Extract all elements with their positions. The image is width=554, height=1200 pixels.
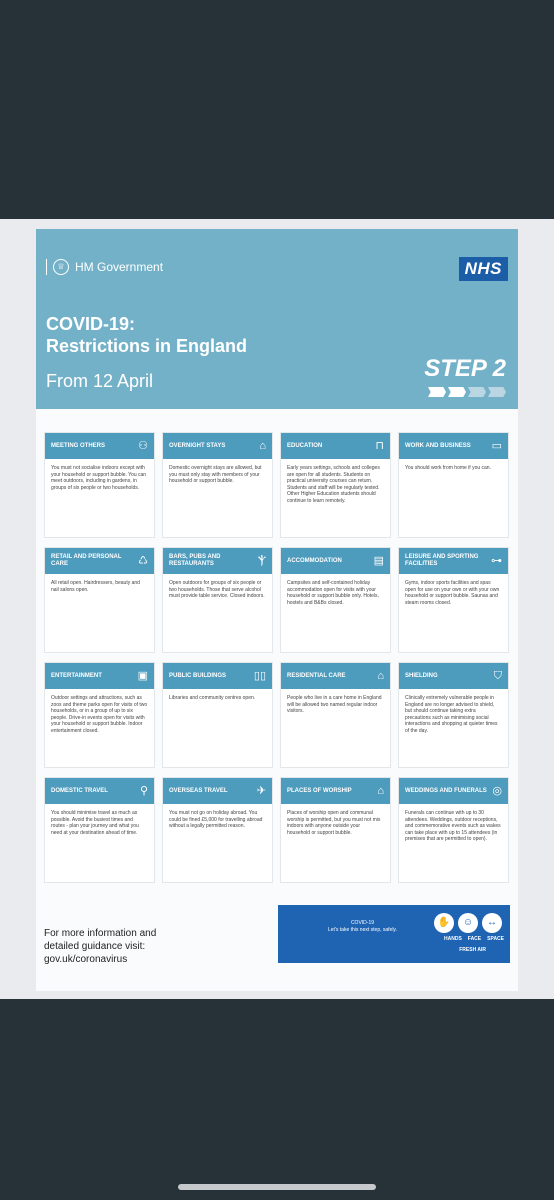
card-body: Funerals can continue with up to 30 attendees. Weddings, outdoor receptions, and commemorative events such as wakes can take place with up to 15 attendees (in premises that are permitted to open).	[405, 810, 501, 842]
hands-icon: ✋	[434, 913, 454, 933]
restriction-card	[280, 547, 391, 653]
card-header	[45, 663, 154, 689]
school-desk-icon: ⊓	[375, 439, 384, 452]
card-body: You should minimise travel as much as possible. Avoid the busiest times and routes - plan your journey and what you need at your destination ahead of time.	[51, 810, 139, 836]
card-title: WORK AND BUSINESS	[405, 442, 471, 449]
card-title: DOMESTIC TRAVEL	[51, 787, 108, 794]
face-mask-icon: ☺	[458, 913, 478, 933]
card-header	[45, 548, 154, 574]
film-icon: ▣	[137, 669, 148, 682]
restriction-card	[398, 432, 509, 538]
card-body: Libraries and community centres open.	[169, 695, 256, 701]
card-body: Places of worship open and communal worship is permitted, but you must not mix indoors with anyone outside your household or support bubble.	[287, 810, 381, 836]
card-header	[163, 548, 272, 574]
restriction-card	[162, 547, 273, 653]
card-body: You must not socialise indoors except with your household or support bubble. You can meet outdoors, including in gardens, in groups of six people or two households.	[51, 465, 147, 491]
nhs-logo: NHS	[459, 257, 508, 281]
restriction-card	[44, 432, 155, 538]
restriction-card	[44, 777, 155, 883]
poster-header	[36, 229, 518, 409]
restriction-card	[44, 662, 155, 768]
card-body: You should work from home if you can.	[405, 465, 491, 471]
card-header	[45, 778, 154, 804]
card-title: ACCOMMODATION	[287, 557, 342, 564]
card-title: RETAIL AND PERSONAL CARE	[51, 554, 122, 567]
care-home-icon: ⌂	[377, 669, 384, 682]
card-header	[399, 663, 508, 689]
card-header	[163, 778, 272, 804]
plane-icon: ✈	[256, 784, 266, 797]
card-body: Open outdoors for groups of six people or two households. Those that serve alcohol must provide table service. Closed indoors.	[169, 580, 265, 599]
ring-icon: ◎	[492, 784, 502, 797]
poster-subtitle: From 12 April	[46, 371, 154, 391]
card-title: SHIELDING	[405, 672, 438, 679]
restriction-card	[162, 432, 273, 538]
card-body: All retail open. Hairdressers, beauty and nail salons open.	[51, 580, 140, 593]
card-body: Clinically extremely vulnerable people in England are no longer advised to shield, but should continue taking extra precautions such as minimising social interactions and shopping at quieter times of the day.	[405, 695, 498, 734]
hm-government-logo: ♕ HM Government	[46, 259, 163, 275]
card-title: RESIDENTIAL CARE	[287, 672, 346, 679]
card-body: Campsites and self-contained holiday accommodation open for visits with your household or support bubble only. Hotels, hostels and B&Bs closed.	[287, 580, 379, 606]
restriction-card	[44, 547, 155, 653]
restriction-card	[280, 777, 391, 883]
card-title: PUBLIC BUILDINGS	[169, 672, 226, 679]
place-of-worship-icon: ⌂	[377, 784, 384, 797]
card-title: LEISURE AND SPORTING FACILITIES	[405, 554, 479, 567]
card-header	[399, 433, 508, 459]
poster-title: COVID-19: Restrictions in England	[46, 314, 248, 356]
space-icon: ↔	[482, 913, 502, 933]
book-icon: ▯▯	[253, 669, 266, 682]
card-body: Outdoor settings and attractions, such as zoos and theme parks open for visits of two households, or in a group of up to six people. Drive-in events open for visits with your household or support bubble. Indoor entertainment closed.	[51, 695, 148, 734]
card-title: OVERNIGHT STAYS	[169, 442, 226, 449]
restrictions-poster	[36, 229, 518, 991]
card-title: WEDDINGS AND FUNERALS	[405, 787, 487, 794]
restriction-card	[398, 662, 509, 768]
home-indicator[interactable]	[178, 1184, 376, 1190]
card-header	[163, 433, 272, 459]
card-header	[281, 663, 390, 689]
card-title: MEETING OTHERS	[51, 442, 106, 449]
card-header	[281, 548, 390, 574]
card-title: ENTERTAINMENT	[51, 672, 102, 679]
restriction-card	[398, 777, 509, 883]
card-body: Early years settings, schools and colleges are open for all students. Students on practical university courses can return. Students and staff will be regularly tested. Other Higher Education students should continue to learn remotely.	[287, 465, 380, 504]
basket-icon: ♺	[138, 554, 148, 567]
restriction-card	[162, 777, 273, 883]
card-title: BARS, PUBS AND RESTAURANTS	[169, 554, 221, 567]
step-progress-arrows	[428, 387, 506, 397]
card-body: People who live in a care home in England will be allowed two named regular indoor visitors.	[287, 695, 382, 714]
card-body: You must not go on holiday abroad. You could be fined £5,000 for travelling abroad without a legally permitted reason.	[169, 810, 263, 829]
bed-icon: ▤	[373, 554, 384, 567]
card-header	[163, 663, 272, 689]
royal-crest-icon: ♕	[53, 259, 69, 275]
restriction-card	[280, 432, 391, 538]
restriction-card	[162, 662, 273, 768]
restriction-card	[280, 662, 391, 768]
card-body: Domestic overnight stays are allowed, but you must only stay with members of your household or support bubble.	[169, 465, 262, 484]
monitor-icon: ▭	[491, 439, 502, 452]
card-title: OVERSEAS TRAVEL	[169, 787, 228, 794]
cutlery-icon: Ⲯ	[257, 554, 266, 567]
house-icon: ⌂	[259, 439, 266, 452]
shield-icon: ⛉	[493, 669, 502, 682]
more-info-text: For more information and detailed guidance visit: gov.uk/coronavirus	[44, 928, 157, 965]
location-pin-icon: ⚲	[139, 784, 148, 797]
card-header	[399, 548, 508, 574]
card-body: Gyms, indoor sports facilities and spas open for use on your own or with your own household or support bubble. Saunas and steam rooms closed.	[405, 580, 500, 606]
card-header	[399, 778, 508, 804]
restriction-card	[398, 547, 509, 653]
hands-face-space-banner: COVID-19 Let's take this next step, safely. ✋ ☺ ↔ HANDS FACE SPACE FRESH AIR	[278, 905, 510, 963]
card-title: PLACES OF WORSHIP	[287, 787, 352, 794]
card-header	[45, 433, 154, 459]
card-header	[281, 433, 390, 459]
step-label: STEP 2	[424, 355, 506, 382]
card-title: EDUCATION	[287, 442, 323, 449]
dumbbell-icon: ⊶	[491, 554, 502, 567]
poster-photo	[0, 219, 554, 999]
people-icon: ⚇	[138, 439, 148, 452]
card-header	[281, 778, 390, 804]
